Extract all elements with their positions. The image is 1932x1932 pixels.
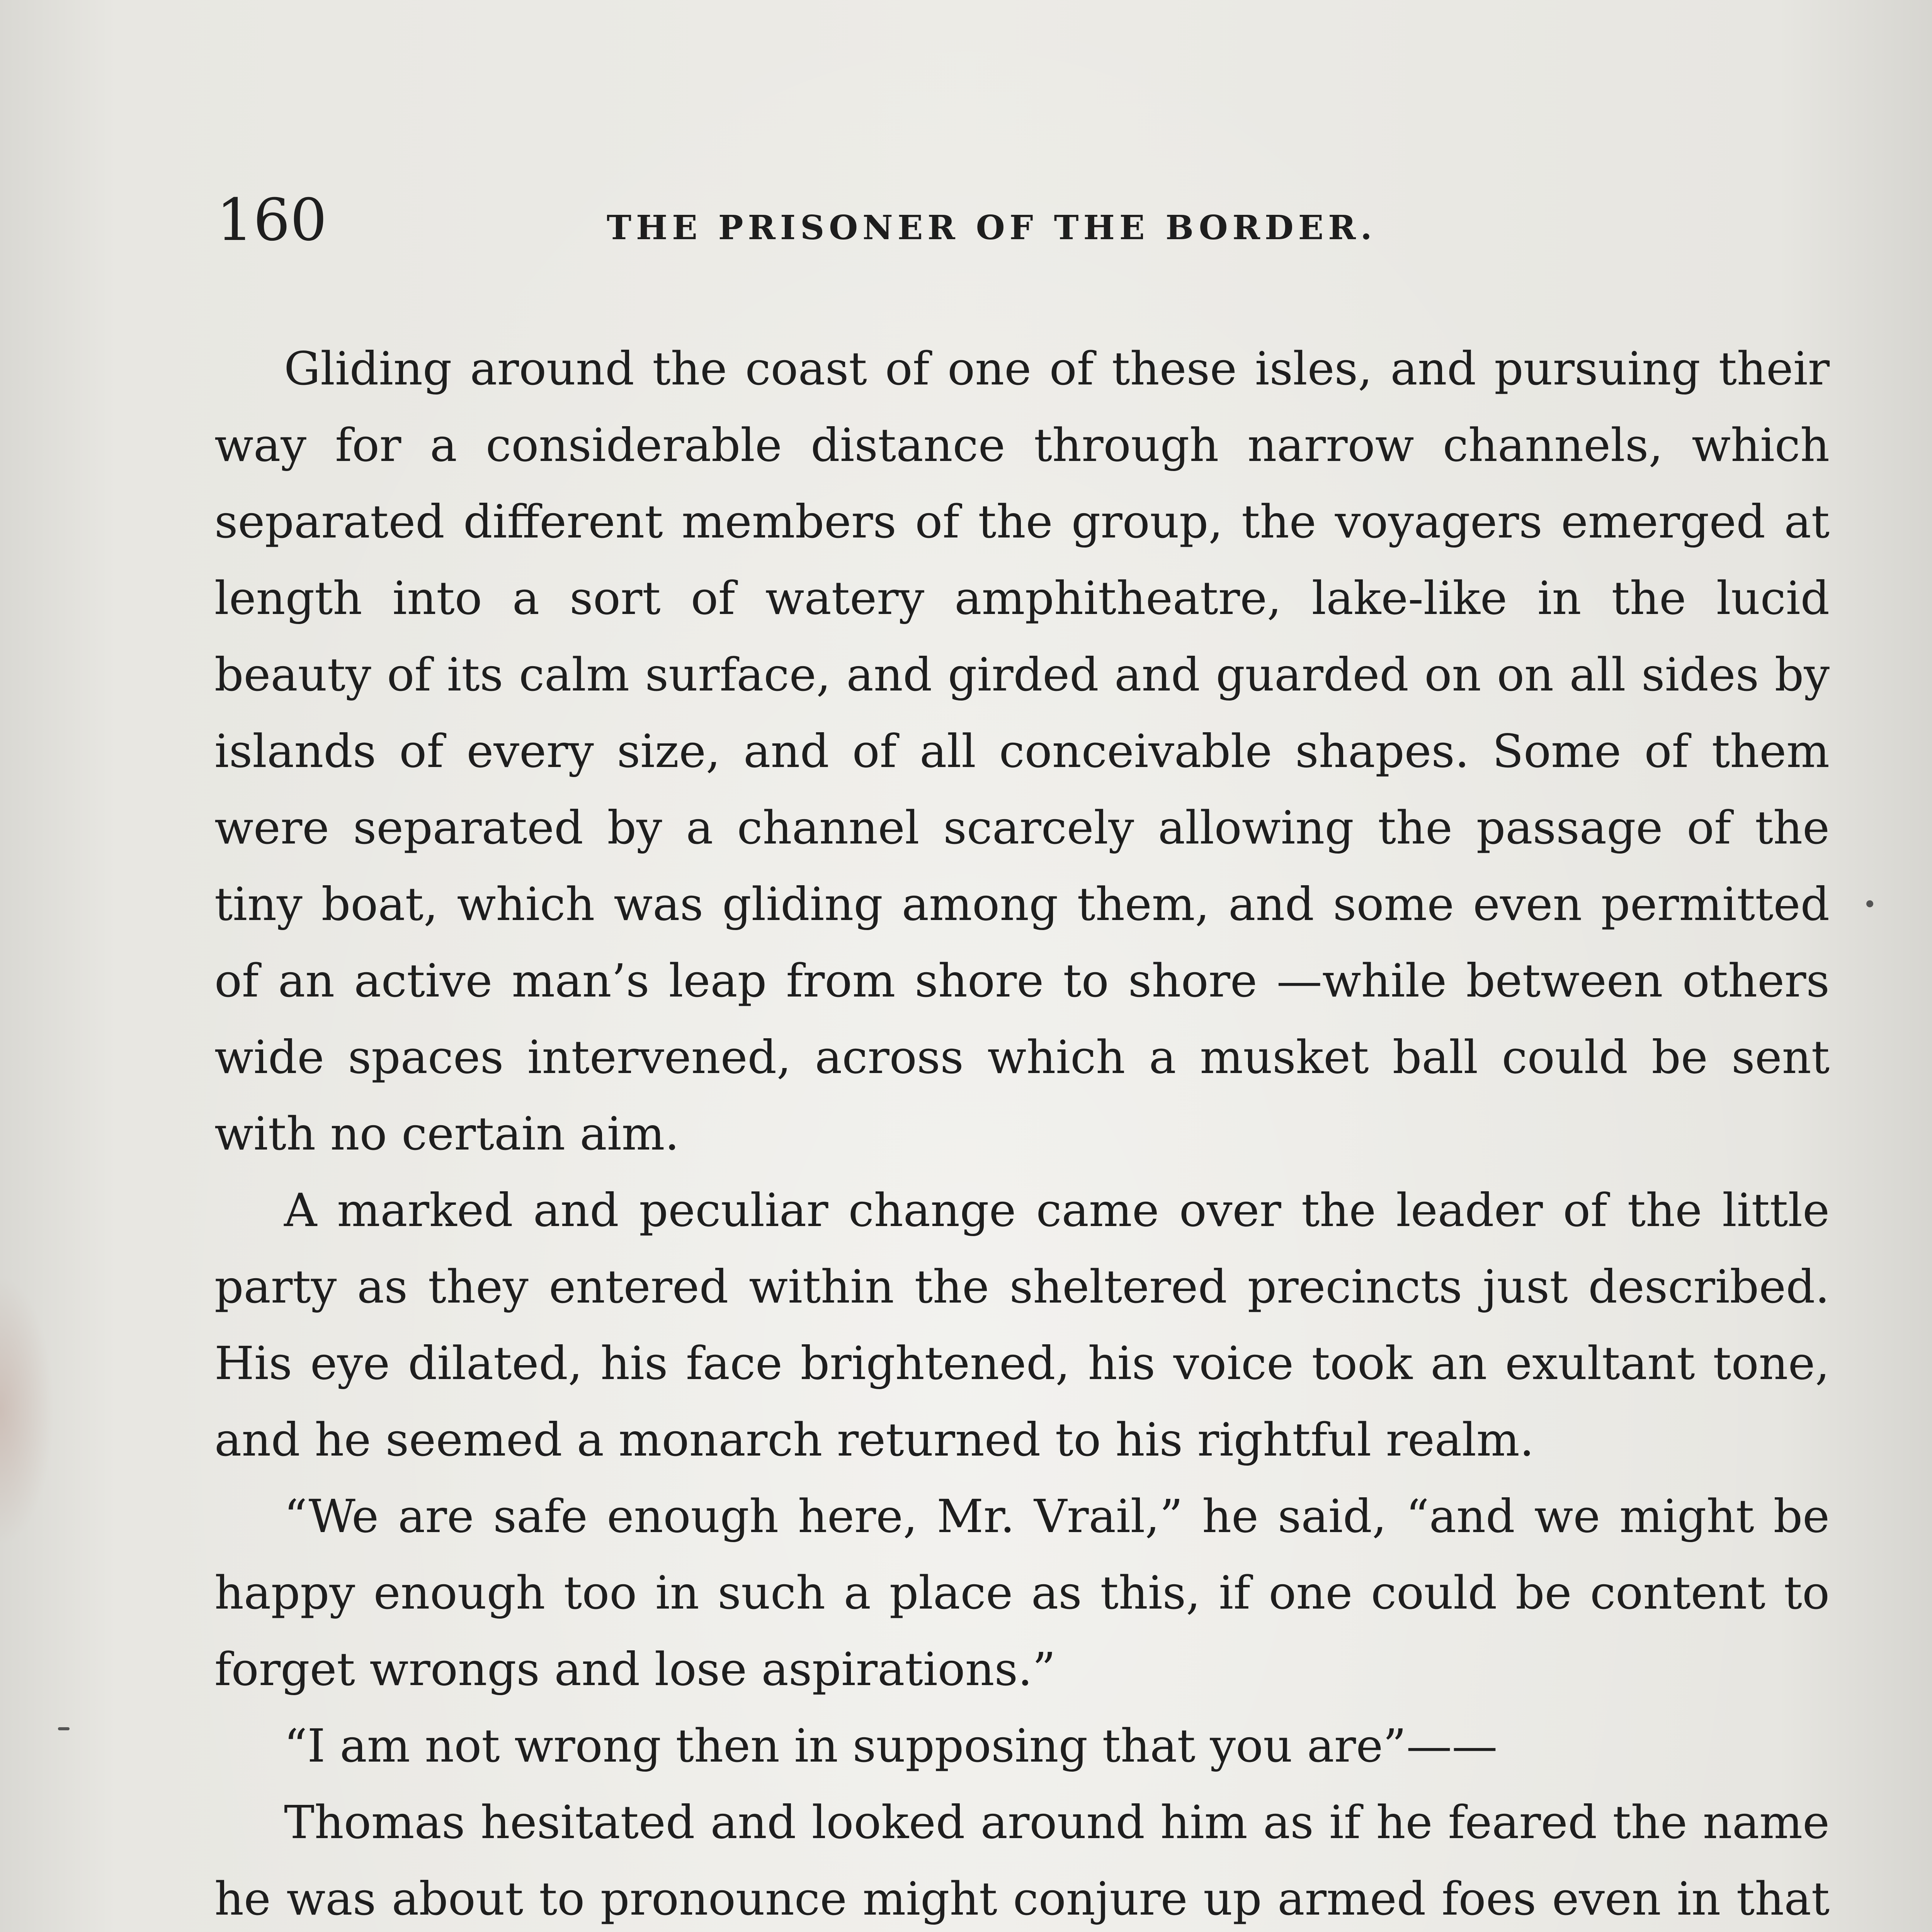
running-head: THE PRISONER OF THE BORDER. [607,208,1377,247]
paragraph: A marked and peculiar change came over the leader of the little party as they entered within the sheltered precincts just described. His eye dilated, his face brightened, his voice took an exultant tone, and he seemed a monarch returned to his rightful realm. [214,1184,1830,1466]
paragraph: Thomas hesitated and looked around him as if he feared the name he was about to pronounce might conjure up armed foes even in that [214,1796,1830,1925]
paragraph: Gliding around the coast of one of these isles, and pursuing their way for a considerable distance through narrow channels, which separated different members of the group, the voyagers emerged at length into a sort of watery amphitheatre, lake-like in the lucid beauty of its calm surface, and girded and guarded on on all sides by islands of every size, and of all conceivable shapes. Some of them were separated by a channel scarcely allowing the passage of the tiny boat, which was gliding among them, and some even permitted of an active man’s leap from shore to shore —while between others wide spaces intervened, across which a musket ball could be sent with no certain aim. [214,342,1830,1160]
page-stain [0,1275,54,1546]
paragraph: “We are safe enough here, Mr. Vrail,” he said, “and we might be happy enough too in such a place as this, if one could be content to forget wrongs and lose aspirations.” [214,1490,1830,1696]
page-header [216,182,1839,259]
ink-speck [1866,900,1873,907]
paragraph: “I am not wrong then in supposing that you are”—— [284,1719,1498,1772]
page-number: 160 [216,187,327,254]
ink-speck [58,1727,70,1730]
body-text [214,330,1830,1932]
